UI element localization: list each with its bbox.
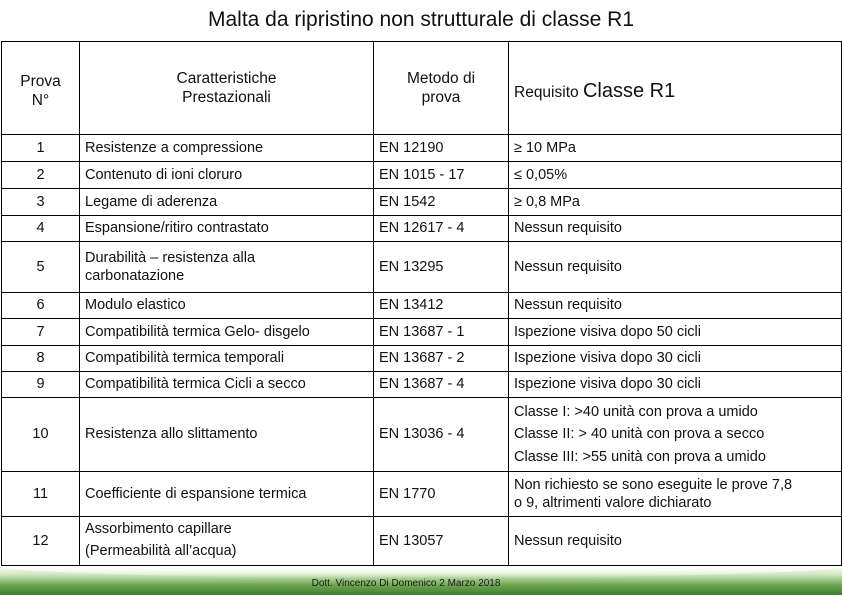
table-row <box>2 293 842 319</box>
row-feature: Resistenza allo slittamento <box>80 398 374 472</box>
table-row <box>2 216 842 242</box>
row-method: EN 1770 <box>374 472 509 517</box>
row-requirement: Ispezione visiva dopo 50 cicli <box>509 319 842 346</box>
footer-author: Dott. Vincenzo Di Domenico 2 Marzo 2018 <box>311 578 501 589</box>
header-requirement-class: Classe R1 <box>582 79 676 102</box>
row-feature-line2: (Permeabilità all’acqua) <box>85 543 237 559</box>
row-method: EN 12190 <box>374 135 509 162</box>
row-feature <box>80 517 374 566</box>
table-row <box>2 372 842 398</box>
row-feature-line1: Durabilità – resistenza alla <box>85 249 256 266</box>
row-requirement: Nessun requisito <box>509 242 842 293</box>
row-number: 8 <box>2 346 80 372</box>
row-number: 12 <box>2 517 80 566</box>
row-number: 4 <box>2 216 80 242</box>
row-feature: Compatibilità termica temporali <box>80 346 374 372</box>
table-header-row <box>2 42 842 135</box>
row-feature: Compatibilità termica Cicli a secco <box>80 372 374 398</box>
row-requirement-line3: Classe III: >55 unità con prova a umido <box>514 448 766 465</box>
table-row <box>2 135 842 162</box>
header-test-method-line2: prova <box>421 89 461 106</box>
row-method: EN 12617 - 4 <box>374 216 509 242</box>
row-feature: Contenuto di ioni cloruro <box>80 162 374 189</box>
row-feature: Compatibilità termica Gelo- disgelo <box>80 319 374 346</box>
row-requirement <box>509 398 842 472</box>
header-test-method <box>374 42 509 135</box>
row-requirement: Nessun requisito <box>509 293 842 319</box>
header-characteristics-line1: Caratteristiche <box>176 69 277 87</box>
row-number: 1 <box>2 135 80 162</box>
row-number: 3 <box>2 189 80 216</box>
table-row <box>2 517 842 566</box>
row-method: EN 13295 <box>374 242 509 293</box>
row-method: EN 13036 - 4 <box>374 398 509 472</box>
row-requirement-line1: Classe I: >40 unità con prova a umido <box>514 403 758 420</box>
row-feature: Legame di aderenza <box>80 189 374 216</box>
row-requirement: Ispezione visiva dopo 30 cicli <box>509 372 842 398</box>
row-requirement-line1: Non richiesto se sono eseguite le prove 7,8 <box>514 476 793 493</box>
table-row <box>2 472 842 517</box>
row-requirement <box>509 472 842 517</box>
row-feature: Espansione/ritiro contrastato <box>80 216 374 242</box>
header-test-method-line1: Metodo di <box>406 69 476 87</box>
requirements-table <box>1 41 842 566</box>
row-method: EN 13687 - 2 <box>374 346 509 372</box>
table-row <box>2 189 842 216</box>
row-requirement: Nessun requisito <box>509 517 842 566</box>
row-method: EN 1015 - 17 <box>374 162 509 189</box>
header-characteristics-line2: Prestazionali <box>182 89 271 106</box>
row-feature-line2: carbonatazione <box>85 268 185 284</box>
row-feature: Modulo elastico <box>80 293 374 319</box>
row-number: 7 <box>2 319 80 346</box>
row-method: EN 13057 <box>374 517 509 566</box>
row-method: EN 1542 <box>374 189 509 216</box>
row-feature: Resistenze a compressione <box>80 135 374 162</box>
table-row <box>2 398 842 472</box>
row-feature-line1: Assorbimento capillare <box>85 521 232 538</box>
row-feature <box>80 242 374 293</box>
row-feature: Coefficiente di espansione termica <box>80 472 374 517</box>
header-requirement-small: Requisito <box>514 83 579 101</box>
page-title: Malta da ripristino non strutturale di classe R1 <box>207 8 635 31</box>
row-method: EN 13687 - 1 <box>374 319 509 346</box>
header-characteristics <box>80 42 374 135</box>
header-requirement <box>509 42 842 135</box>
row-requirement: Ispezione visiva dopo 30 cicli <box>509 346 842 372</box>
row-requirement: ≤ 0,05% <box>509 162 842 189</box>
row-number: 2 <box>2 162 80 189</box>
row-requirement: ≥ 0,8 MPa <box>509 189 842 216</box>
row-method: EN 13687 - 4 <box>374 372 509 398</box>
header-test-number-line1: Prova <box>20 72 61 90</box>
row-number: 11 <box>2 472 80 517</box>
row-requirement: ≥ 10 MPa <box>509 135 842 162</box>
row-number: 9 <box>2 372 80 398</box>
header-test-number <box>2 42 80 135</box>
row-number: 10 <box>2 398 80 472</box>
row-requirement-line2: o 9, altrimenti valore dichiarato <box>514 495 712 511</box>
row-method: EN 13412 <box>374 293 509 319</box>
table-row <box>2 319 842 346</box>
row-number: 6 <box>2 293 80 319</box>
row-requirement: Nessun requisito <box>509 216 842 242</box>
table-row <box>2 162 842 189</box>
row-requirement-line2: Classe II: > 40 unità con prova a secco <box>514 426 765 443</box>
table-row <box>2 242 842 293</box>
row-number: 5 <box>2 242 80 293</box>
table-row <box>2 346 842 372</box>
header-test-number-line2: N° <box>31 92 50 109</box>
